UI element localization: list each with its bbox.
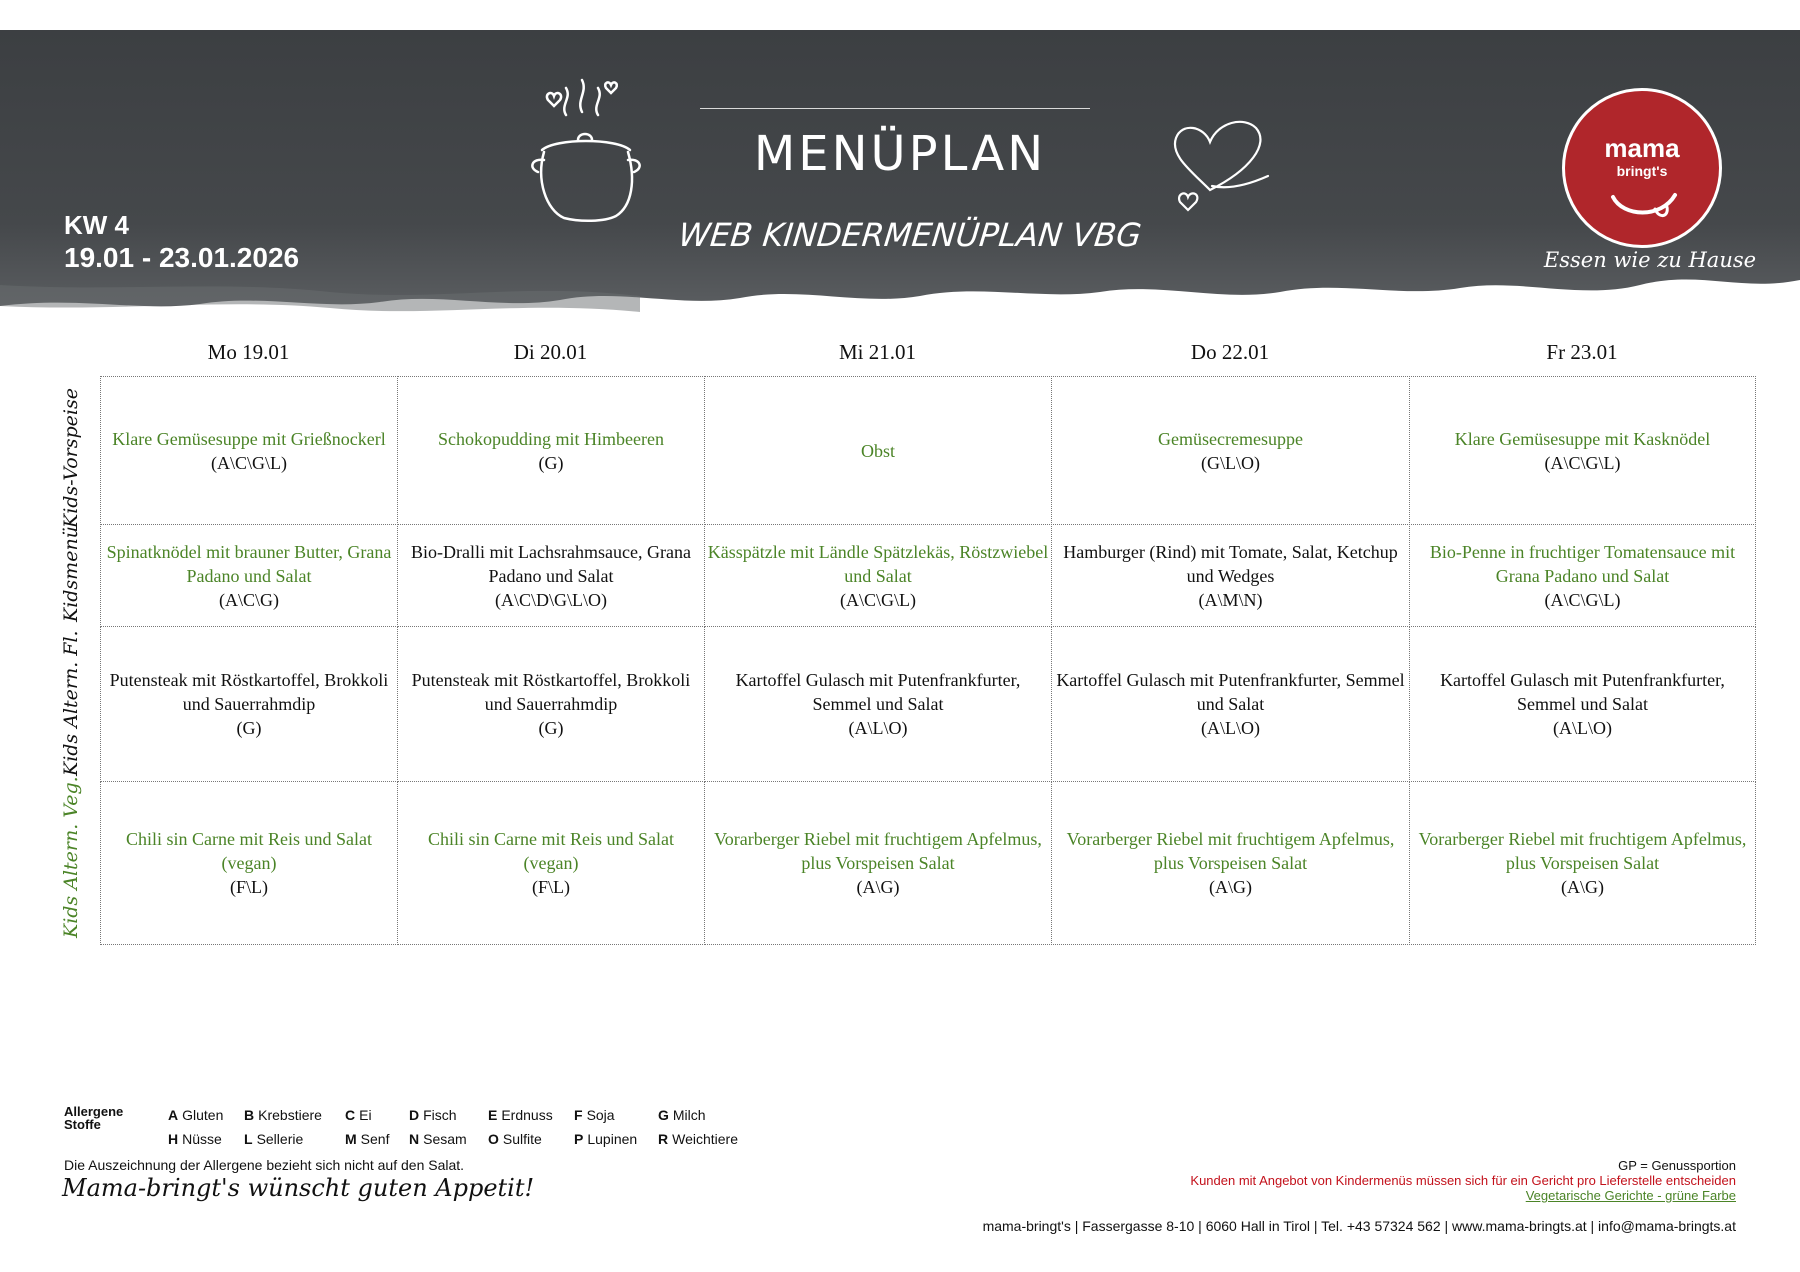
allergen-name: Weichtiere xyxy=(672,1131,739,1147)
menu-cell-r2-wed xyxy=(704,524,1052,627)
allergen-item xyxy=(244,1107,322,1123)
allergen-name: Erdnuss xyxy=(501,1107,553,1123)
allergen-item xyxy=(409,1107,457,1123)
menu-cell-r2-mon xyxy=(100,524,398,627)
allergen-codes: (G) xyxy=(538,452,564,473)
allergen-item xyxy=(168,1107,223,1123)
day-header-wed: Mi 21.01 xyxy=(838,340,916,364)
dish-name: Klare Gemüsesuppe mit Kasknödel xyxy=(1454,428,1711,449)
allergen-name: Sesam xyxy=(423,1131,467,1147)
logo-text: mama xyxy=(1604,133,1680,163)
allergen-codes: (A\C\G) xyxy=(219,589,279,610)
menu-cell-r4-mon xyxy=(100,781,398,945)
dish-name: Chili sin Carne mit Reis und Salat (vegan) xyxy=(126,829,372,873)
allergen-code: A xyxy=(168,1107,179,1123)
menu-grid xyxy=(100,376,1755,944)
allergen-code: L xyxy=(244,1131,253,1147)
allergen-item xyxy=(574,1107,615,1123)
hearts-icon xyxy=(1160,110,1280,220)
allergen-codes: (A\L\O) xyxy=(848,718,908,738)
allergen-code: H xyxy=(168,1131,179,1147)
allergen-codes: (A\C\G\L) xyxy=(840,589,916,610)
menu-cell-r2-tue xyxy=(397,524,705,627)
allergen-codes: (F\L) xyxy=(532,877,570,897)
allergen-name: Nüsse xyxy=(182,1131,222,1147)
allergen-item xyxy=(658,1107,706,1123)
allergen-heading-line2: Stoffe xyxy=(64,1117,101,1132)
brand-logo xyxy=(1562,88,1722,248)
day-header-mon: Mo 19.01 xyxy=(207,340,290,364)
allergen-codes: (A\C\G\L) xyxy=(1544,452,1621,473)
dish-name: Gemüsecremesuppe xyxy=(1158,428,1303,449)
row-label-kidsmenue: Kidsmenü xyxy=(60,526,82,622)
allergen-code: F xyxy=(574,1107,583,1123)
allergen-name: Ei xyxy=(359,1107,372,1123)
allergen-note: Die Auszeichnung der Allergene bezieht sich nicht auf den Salat. xyxy=(64,1157,465,1173)
day-header-thu: Do 22.01 xyxy=(1190,340,1270,364)
brand-slogan: Essen wie zu Hause xyxy=(1543,248,1757,272)
row-label-altern-fl: Kids Altern. Fl. xyxy=(60,630,82,776)
allergen-codes: (A\C\G\L) xyxy=(211,452,287,473)
allergen-codes: (F\L) xyxy=(230,877,268,897)
menu-cell-r1-mon xyxy=(100,376,398,525)
menu-cell-r2-thu xyxy=(1051,524,1410,627)
allergen-item xyxy=(345,1131,389,1147)
dish-name: Hamburger (Rind) mit Tomate, Salat, Ketchup und Wedges xyxy=(1063,541,1398,586)
row-label-altern-veg: Kids Altern. Veg. xyxy=(60,776,82,938)
menu-cell-r1-fri xyxy=(1409,376,1756,525)
contact-line: mama-bringt's | Fassergasse 8-10 | 6060 Hall in Tirol | Tel. +43 57324 562 | www.mama-bringts.at | info@mama-bringts.at xyxy=(982,1218,1736,1234)
day-header-tue: Di 20.01 xyxy=(513,340,588,364)
allergen-codes: (A\C\D\G\L\O) xyxy=(495,589,607,610)
allergen-codes: (A\L\O) xyxy=(1553,718,1612,738)
allergen-codes: (A\M\N) xyxy=(1198,589,1263,610)
allergen-name: Gluten xyxy=(182,1107,224,1123)
menu-cell-r2-fri xyxy=(1409,524,1756,627)
dish-name: Bio-Penne in fruchtiger Tomatensauce mit Grana Padano und Salat xyxy=(1429,541,1736,586)
allergen-codes: (A\G) xyxy=(1209,877,1252,897)
menu-cell-r3-fri xyxy=(1409,626,1756,782)
allergen-codes: (A\L\O) xyxy=(1201,718,1260,738)
allergen-codes: (G) xyxy=(236,718,262,738)
allergen-code: M xyxy=(345,1131,357,1147)
allergen-item xyxy=(574,1131,637,1147)
allergen-codes: (A\C\G\L) xyxy=(1544,589,1621,610)
menu-cell-r4-thu xyxy=(1051,781,1410,945)
allergen-name: Sellerie xyxy=(256,1131,304,1147)
allergen-name: Krebstiere xyxy=(258,1107,322,1123)
allergen-code: O xyxy=(488,1131,499,1147)
dish-name: Klare Gemüsesuppe mit Grießnockerl xyxy=(112,428,386,449)
dish-name: Chili sin Carne mit Reis und Salat (vegan) xyxy=(428,829,674,873)
menu-cell-r1-thu xyxy=(1051,376,1410,525)
menu-cell-r3-wed xyxy=(704,626,1052,782)
allergen-code: E xyxy=(488,1107,498,1123)
menu-cell-r1-wed xyxy=(704,376,1052,525)
dish-name: Schokopudding mit Himbeeren xyxy=(438,428,664,449)
allergen-name: Sulfite xyxy=(502,1131,542,1147)
header-banner xyxy=(0,30,1800,320)
allergen-code: P xyxy=(574,1131,584,1147)
menu-cell-r4-tue xyxy=(397,781,705,945)
dish-name: Spinatknödel mit brauner Butter, Grana Padano und Salat xyxy=(106,541,392,586)
dish-name: Putensteak mit Röstkartoffel, Brokkoli und Sauerrahmdip xyxy=(411,670,691,714)
allergen-codes: (A\G) xyxy=(1561,877,1604,897)
allergen-item xyxy=(168,1131,222,1147)
dish-name: Kartoffel Gulasch mit Putenfrankfurter, Semmel und Salat xyxy=(1440,670,1725,714)
menu-cell-r3-tue xyxy=(397,626,705,782)
page-title: MENÜPLAN xyxy=(753,126,1047,182)
date-range: 19.01 - 23.01.2026 xyxy=(64,242,300,274)
menu-cell-r4-fri xyxy=(1409,781,1756,945)
dish-name: Kartoffel Gulasch mit Putenfrankfurter, Semmel und Salat xyxy=(1056,670,1405,714)
allergen-heading xyxy=(64,1105,123,1131)
week-info xyxy=(64,210,299,275)
title-rule xyxy=(700,108,1090,109)
gp-note: GP = Genussportion xyxy=(1618,1158,1736,1173)
menu-cell-r4-wed xyxy=(704,781,1052,945)
page-subtitle: WEB KINDERMENÜPLAN VBG xyxy=(676,216,1144,254)
allergen-item xyxy=(488,1131,542,1147)
day-header-fri: Fr 23.01 xyxy=(1546,340,1618,364)
dish-name: Bio-Dralli mit Lachsrahmsauce, Grana Padano und Salat xyxy=(411,541,691,586)
menu-cell-r1-tue xyxy=(397,376,705,525)
allergen-code: R xyxy=(658,1131,669,1147)
smile-icon xyxy=(1609,191,1679,221)
dish-name: Vorarberger Riebel mit fruchtigem Apfelmus, plus Vorspeisen Salat xyxy=(1418,829,1747,873)
dish-name: Vorarberger Riebel mit fruchtigem Apfelmus, plus Vorspeisen Salat xyxy=(714,829,1042,873)
allergen-item xyxy=(658,1131,738,1147)
row-label-vorspeise: Kids-Vorspeise xyxy=(60,388,82,528)
logo-subtext: bringt's xyxy=(1616,163,1668,179)
allergen-code: C xyxy=(345,1107,356,1123)
cooking-pot-icon xyxy=(526,60,646,230)
dish-name: Kässpätzle mit Ländle Spätzlekäs, Röstzwiebel und Salat xyxy=(707,541,1049,586)
allergen-codes: (A\G) xyxy=(856,877,900,897)
dish-name: Obst xyxy=(860,440,895,461)
allergen-code: B xyxy=(244,1107,255,1123)
allergen-name: Fisch xyxy=(423,1107,457,1123)
allergen-item xyxy=(488,1107,553,1123)
menu-cell-r3-thu xyxy=(1051,626,1410,782)
allergen-name: Lupinen xyxy=(587,1131,638,1147)
week-number: KW 4 xyxy=(64,210,129,240)
dish-name: Putensteak mit Röstkartoffel, Brokkoli und Sauerrahmdip xyxy=(109,670,389,714)
allergen-code: G xyxy=(658,1107,669,1123)
allergen-item xyxy=(409,1131,467,1147)
dish-name: Vorarberger Riebel mit fruchtigem Apfelmus, plus Vorspeisen Salat xyxy=(1066,829,1395,873)
allergen-item xyxy=(244,1131,303,1147)
kindermenue-note: Kunden mit Angebot von Kindermenüs müssen sich für ein Gericht pro Lieferstelle entscheiden xyxy=(1190,1173,1736,1188)
menu-cell-r3-mon xyxy=(100,626,398,782)
allergen-name: Soja xyxy=(586,1107,615,1123)
vegetarian-note: Vegetarische Gerichte - grüne Farbe xyxy=(1525,1188,1736,1203)
allergen-codes: (G\L\O) xyxy=(1201,452,1260,473)
allergen-codes: (G) xyxy=(538,718,564,738)
allergen-name: Milch xyxy=(672,1107,706,1123)
allergen-name: Senf xyxy=(360,1131,390,1147)
allergen-code: N xyxy=(409,1131,420,1147)
appetit-signature: Mama-bringt's wünscht guten Appetit! xyxy=(62,1174,535,1202)
allergen-heading-line1: Allergene xyxy=(64,1104,124,1119)
allergen-code: D xyxy=(409,1107,420,1123)
dish-name: Kartoffel Gulasch mit Putenfrankfurter, Semmel und Salat xyxy=(735,670,1021,714)
allergen-item xyxy=(345,1107,372,1123)
